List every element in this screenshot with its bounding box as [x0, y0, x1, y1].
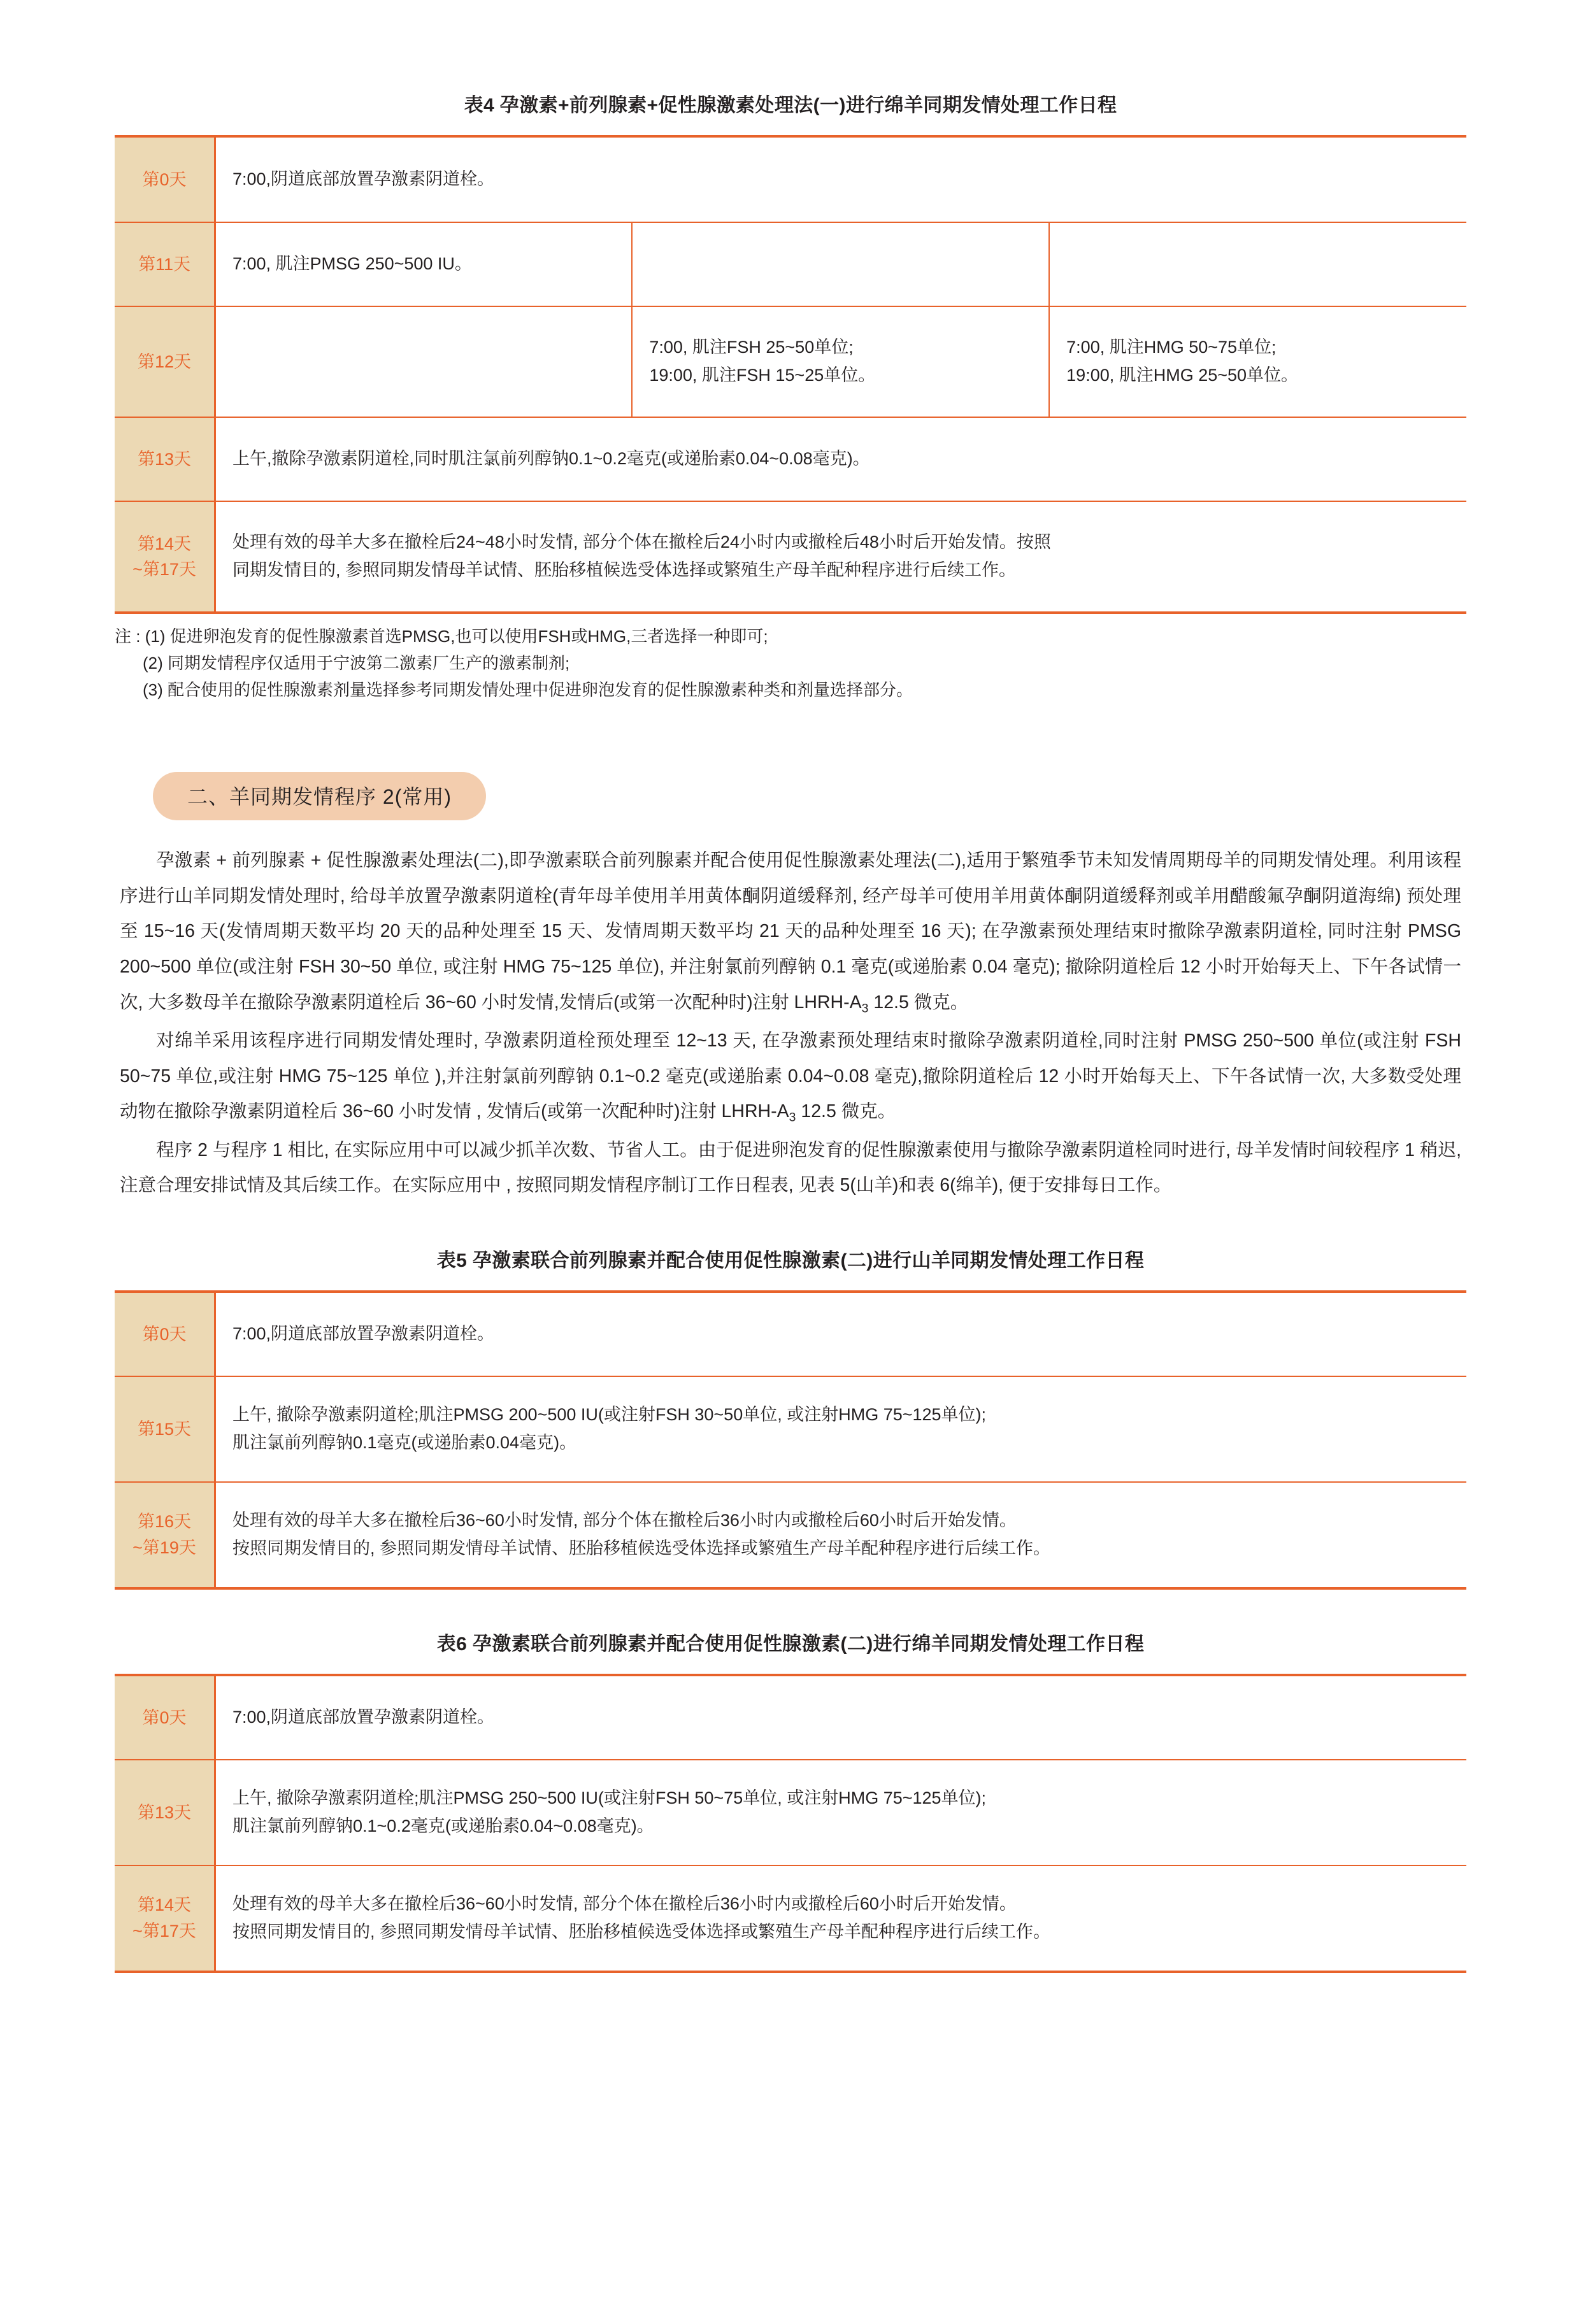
cell-line: 肌注氯前列醇钠0.1毫克(或递胎素0.04毫克)。 — [232, 1432, 577, 1452]
day-label — [115, 1865, 215, 1972]
paragraph-2-subscript: 3 — [789, 1110, 796, 1125]
table-row — [115, 1865, 1466, 1972]
table-row — [115, 417, 1466, 501]
row-content-col3 — [1049, 222, 1466, 306]
day-label: 第0天 — [115, 136, 215, 222]
table-row — [115, 1482, 1466, 1588]
day-label: 第15天 — [115, 1376, 215, 1482]
paragraph-1-subscript: 3 — [861, 1001, 869, 1016]
day-label: 第13天 — [115, 1760, 215, 1865]
cell-line: 7:00, 肌注PMSG 250~500 IU。 — [232, 254, 472, 274]
row-content — [215, 1292, 1467, 1376]
day-label: 第13天 — [115, 417, 215, 501]
table-row — [115, 501, 1466, 613]
day-label-line1: 第16天 — [137, 1512, 192, 1532]
paragraph-1-tail: 12.5 微克。 — [868, 992, 969, 1013]
table-row — [115, 1292, 1466, 1376]
row-content — [215, 1865, 1467, 1972]
day-label-line2: ~第19天 — [132, 1537, 196, 1557]
cell-line: 19:00, 肌注HMG 25~50单位。 — [1066, 366, 1299, 385]
cell-line: 19:00, 肌注FSH 15~25单位。 — [649, 366, 876, 385]
cell-line: 处理有效的母羊大多在撤栓后36~60小时发情, 部分个体在撤栓后36小时内或撤栓后60小时后开始发情。 — [232, 1894, 1017, 1914]
day-label — [115, 1482, 215, 1588]
cell-line: 上午, 撤除孕激素阴道栓;肌注PMSG 200~500 IU(或注射FSH 30~50单位, 或注射HMG 75~125单位); — [232, 1405, 987, 1425]
table5-caption: 表5 孕激素联合前列腺素并配合使用促性腺激素(二)进行山羊同期发情处理工作日程 — [436, 1250, 1145, 1271]
row-content — [215, 501, 1467, 613]
section-heading-badge: 二、羊同期发情程序 2(常用) — [153, 772, 486, 820]
cell-line: 7:00, 肌注FSH 25~50单位; — [649, 338, 854, 357]
table-row — [115, 1376, 1466, 1482]
cell-line: 7:00,阴道底部放置孕激素阴道栓。 — [232, 1707, 495, 1727]
table-row — [115, 136, 1466, 222]
table-row — [115, 1675, 1466, 1760]
note-line-1: 注 : (1) 促进卵泡发育的促性腺激素首选PMSG,也可以使用FSH或HMG,三者选择一种即可; — [115, 627, 768, 646]
document-page — [0, 89, 1581, 2324]
cell-line: 处理有效的母羊大多在撤栓后36~60小时发情, 部分个体在撤栓后36小时内或撤栓后60小时后开始发情。 — [232, 1511, 1017, 1530]
day-label — [115, 501, 215, 613]
cell-line: 肌注氯前列醇钠0.1~0.2毫克(或递胎素0.04~0.08毫克)。 — [232, 1816, 654, 1836]
cell-line: 按照同期发情目的, 参照同期发情母羊试情、胚胎移植候选受体选择或繁殖生产母羊配种程序进行后续工作。 — [232, 1921, 1051, 1941]
row-content — [215, 1376, 1467, 1482]
row-content — [215, 417, 1467, 501]
row-content — [215, 1482, 1467, 1588]
paragraph-1 — [115, 843, 1466, 1021]
cell-line: 7:00, 肌注HMG 50~75单位; — [1066, 338, 1277, 357]
row-content — [215, 1675, 1467, 1760]
table-row — [115, 222, 1466, 306]
paragraph-2-text: 对绵羊采用该程序进行同期发情处理时, 孕激素阴道栓预处理至 12~13 天, 在孕激素预处理结束时撤除孕激素阴道栓,同时注射 PMSG 250~500 单位(或注射 FSH 50~75 单位,或注射 HMG 75~125 单位 ),并注射氯前列醇钠 0.1~0.2 毫克(或递胎素 0.04~0.08 毫克),撤除阴道栓后 12 小时开始每天上、下午各试情一次, 大多数受处理动物在撤除孕激素阴道栓后 36~60 小时发情 , 发情后(或第一次配种时)注射 LHRH-A — [120, 1030, 1461, 1122]
note-line-2: (2) 同期发情程序仅适用于宁波第二激素厂生产的激素制剂; — [143, 653, 570, 673]
row-content-col3 — [1049, 306, 1466, 417]
cell-line: 7:00,阴道底部放置孕激素阴道栓。 — [232, 169, 495, 189]
note-line-3: (3) 配合使用的促性腺激素剂量选择参考同期发情处理中促进卵泡发育的促性腺激素种类和剂量选择部分。 — [143, 680, 913, 700]
body-text — [115, 843, 1466, 1203]
day-label-line2: ~第17天 — [132, 560, 196, 579]
cell-line: 同期发情目的, 参照同期发情母羊试情、胚胎移植候选受体选择或繁殖生产母羊配种程序进行后续工作。 — [232, 560, 1017, 580]
day-label: 第11天 — [115, 222, 215, 306]
paragraph-2-tail: 12.5 微克。 — [796, 1101, 896, 1122]
table-row — [115, 1760, 1466, 1865]
cell-line: 处理有效的母羊大多在撤栓后24~48小时发情, 部分个体在撤栓后24小时内或撤栓后48小时后开始发情。按照 — [232, 532, 1051, 552]
table6-caption: 表6 孕激素联合前列腺素并配合使用促性腺激素(二)进行绵羊同期发情处理工作日程 — [436, 1633, 1145, 1655]
table6 — [115, 1674, 1466, 1973]
table4 — [115, 135, 1466, 614]
row-content-col1 — [215, 222, 633, 306]
cell-line: 上午, 撤除孕激素阴道栓;肌注PMSG 250~500 IU(或注射FSH 50~75单位, 或注射HMG 75~125单位); — [232, 1788, 987, 1808]
table4-caption: 表4 孕激素+前列腺素+促性腺激素处理法(一)进行绵羊同期发情处理工作日程 — [464, 95, 1117, 116]
cell-line: 7:00,阴道底部放置孕激素阴道栓。 — [232, 1323, 495, 1343]
day-label-line2: ~第17天 — [132, 1921, 196, 1941]
section-heading-wrap — [115, 772, 1466, 820]
day-label: 第0天 — [115, 1675, 215, 1760]
paragraph-2 — [115, 1023, 1466, 1130]
table-row — [115, 306, 1466, 417]
day-label: 第12天 — [115, 306, 215, 417]
table4-notes — [115, 623, 1466, 703]
day-label-line1: 第14天 — [137, 534, 192, 553]
paragraph-1-text: 孕激素 + 前列腺素 + 促性腺激素处理法(二),即孕激素联合前列腺素并配合使用促性腺激素处理法(二),适用于繁殖季节未知发情周期母羊的同期发情处理。利用该程序进行山羊同期发情处理时, 给母羊放置孕激素阴道栓(青年母羊使用羊用黄体酮阴道缓释剂, 经产母羊可使用羊用黄体酮阴道缓释剂或羊用醋酸氟孕酮阴道海绵) 预处理至 15~16 天(发情周期天数平均 20 天的品种处理至 15 天、发情周期天数平均 21 天的品种处理至 16 天); 在孕激素预处理结束时撤除孕激素阴道栓, 同时注射 PMSG 200~500 单位(或注射 FSH 30~50 单位, 或注射 HMG 75~125 单位), 并注射氯前列醇钠 0.1 毫克(或递胎素 0.04 毫克); 撤除阴道栓后 12 小时开始每天上、下午各试情一次, 大多数母羊在撤除孕激素阴道栓后 36~60 小时发情,发情后(或第一次配种时)注射 LHRH-A — [120, 850, 1461, 1013]
row-content-col2 — [632, 222, 1049, 306]
day-label: 第0天 — [115, 1292, 215, 1376]
row-content — [215, 1760, 1467, 1865]
paragraph-3: 程序 2 与程序 1 相比, 在实际应用中可以减少抓羊次数、节省人工。由于促进卵泡发育的促性腺激素使用与撤除孕激素阴道栓同时进行, 母羊发情时间较程序 1 稍迟, 注意合理安排试情及其后续工作。在实际应用中 , 按照同期发情程序制订工作日程表, 见表 5(山羊)和表 6(绵羊), 便于安排每日工作。 — [120, 1139, 1461, 1196]
row-content-col2 — [632, 306, 1049, 417]
table5 — [115, 1290, 1466, 1590]
row-content — [215, 136, 1467, 222]
cell-line: 按照同期发情目的, 参照同期发情母羊试情、胚胎移植候选受体选择或繁殖生产母羊配种程序进行后续工作。 — [232, 1538, 1051, 1558]
cell-line: 上午,撤除孕激素阴道栓,同时肌注氯前列醇钠0.1~0.2毫克(或递胎素0.04~0.08毫克)。 — [232, 449, 870, 469]
row-content-col1 — [215, 306, 633, 417]
day-label-line1: 第14天 — [137, 1895, 192, 1915]
